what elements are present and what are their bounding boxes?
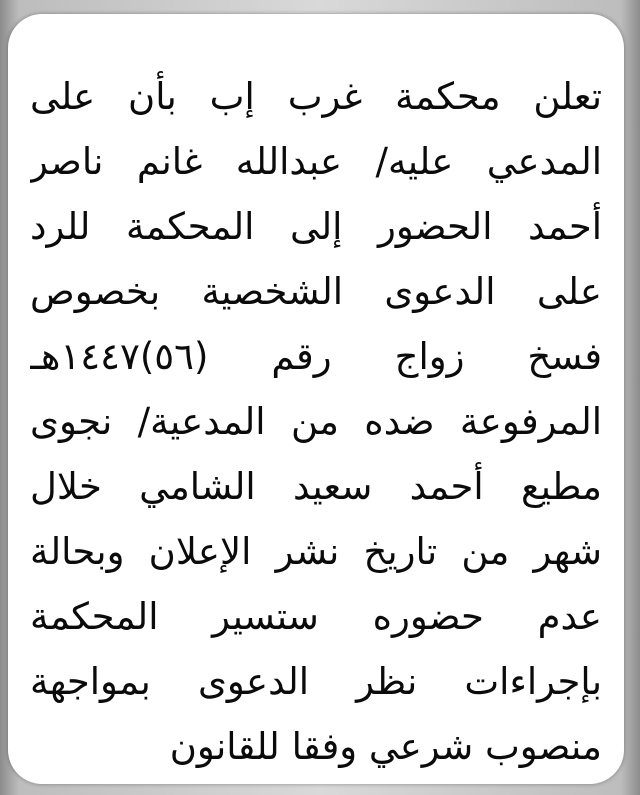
notice-line: المرفوعة ضده من المدعية/ نجوى <box>30 400 602 443</box>
court-notice-text <box>30 64 602 779</box>
notice-line: فسخ زواج رقم (٥٦)١٤٤٧هـ <box>30 335 602 378</box>
notice-line: عدم حضوره ستسير المحكمة <box>30 595 602 638</box>
notice-line: على الدعوى الشخصية بخصوص <box>30 270 602 313</box>
notice-line: تعلن محكمة غرب إب بأن على <box>30 75 602 118</box>
notice-line: أحمد الحضور إلى المحكمة للرد <box>30 205 602 248</box>
notice-card <box>8 14 624 784</box>
notice-line: شهر من تاريخ نشر الإعلان وبحالة <box>30 530 602 573</box>
notice-line: منصوب شرعي وفقا للقانون <box>169 725 602 768</box>
notice-line: مطيع أحمد سعيد الشامي خلال <box>30 465 602 508</box>
notice-line: المدعي عليه/ عبدالله غانم ناصر <box>30 140 602 183</box>
notice-line: بإجراءات نظر الدعوى بمواجهة <box>30 660 602 703</box>
